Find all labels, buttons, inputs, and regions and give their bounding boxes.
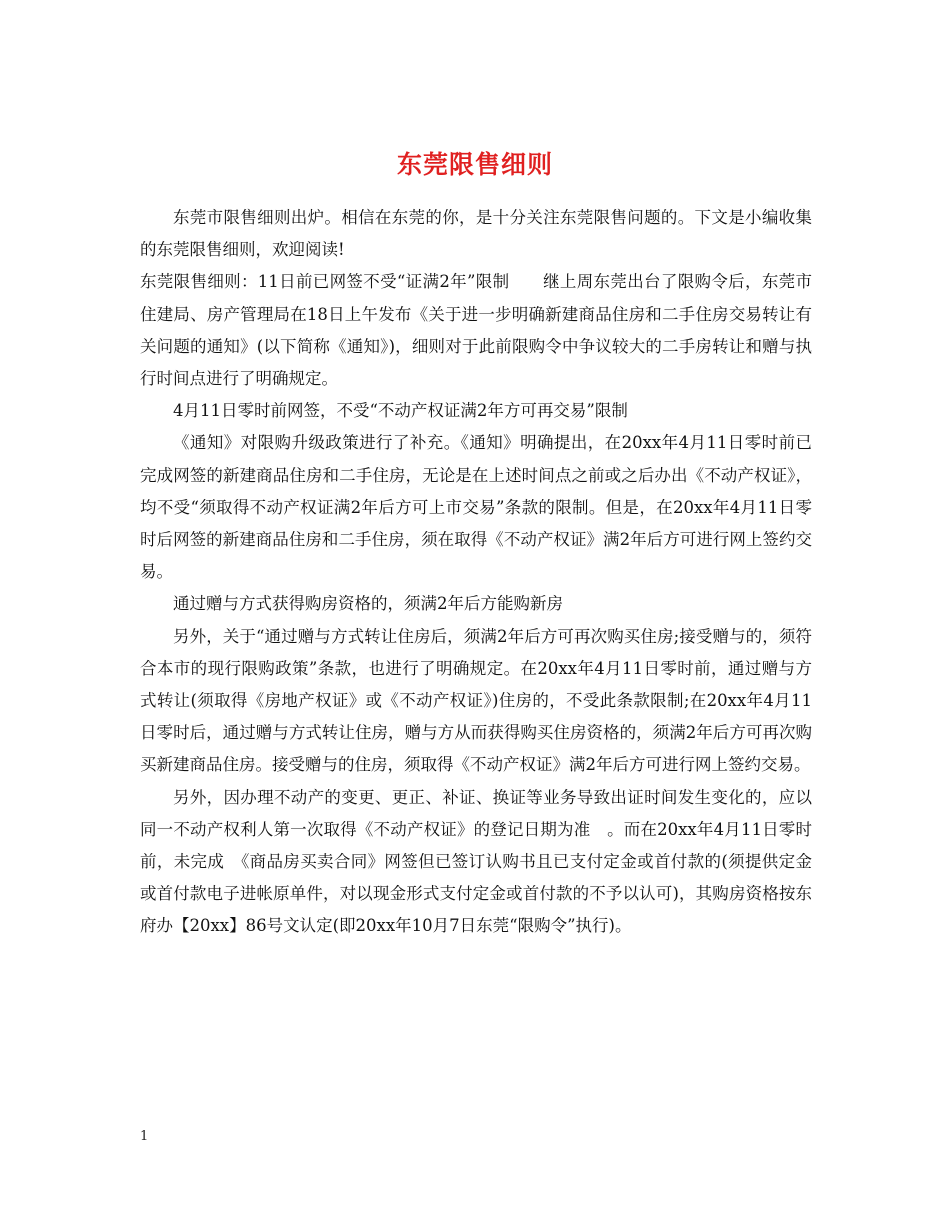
paragraph-intro: 东莞市限售细则出炉。相信在东莞的你，是十分关注东莞限售问题的。下文是小编收集的东莞限售细则，欢迎阅读! — [140, 208, 812, 260]
subheading-online-signing: 4月11日零时前网签，不受“不动产权证满2年方可再交易”限制 — [173, 401, 628, 421]
page-number: 1 — [140, 1129, 149, 1144]
paragraph-notice-supplement: 《通知》对限购升级政策进行了补充。《通知》明确提出，在20xx年4月11日零时前已完成网签的新建商品住房和二手住房，无论是在上述时间点之前或之后办出《不动产权证》，均不受“须取得不动产权证满2年后方可上市交易”条款的限制。但是，在20xx年4月11日零时后网签的新建商品住房和二手住房，须在取得《不动产权证》满2年后方可进行网上签约交易。 — [140, 433, 812, 582]
document-title: 东莞限售细则 — [396, 149, 553, 179]
document-body — [140, 202, 812, 943]
paragraph-registration-date: 另外，因办理不动产的变更、更正、补证、换证等业务导致出证时间发生变化的，应以同一不动产权利人第一次取得《不动产权证》的登记日期为准 。而在20xx年4月11日零时前，未完成 《商品房买卖合同》网签但已签订认购书且已支付定金或首付款的(须提供定金或首付款电子进帐原单件，对以现金形式支付定金或首付款的不予以认可)，其购房资格按东府办【20xx】86号文认定(即20xx年10月7日东莞“限购令”执行)。 — [140, 787, 812, 936]
paragraph-headline: 东莞限售细则：11日前已网签不受“证满2年”限制 继上周东莞出台了限购令后，东莞市住建局、房产管理局在18日上午发布《关于进一步明确新建商品住房和二手住房交易转让有关问题的通知》(以下简称《通知》)，细则对于此前限购令中争议较大的二手房转让和赠与执行时间点进行了明确规定。 — [140, 272, 812, 389]
paragraph-gift-transfer: 另外，关于“通过赠与方式转让住房后，须满2年后方可再次购买住房;接受赠与的，须符合本市的现行限购政策”条款，也进行了明确规定。在20xx年4月11日零时前，通过赠与方式转让(须取得《房地产权证》或《不动产权证》)住房的，不受此条款限制;在20xx年4月11日零时后，通过赠与方式转让住房，赠与方从而获得购买住房资格的，须满2年后方可再次购买新建商品住房。接受赠与的住房，须取得《不动产权证》满2年后方可进行网上签约交易。 — [140, 626, 812, 775]
subheading-gift-transfer: 通过赠与方式获得购房资格的，须满2年后方能购新房 — [173, 594, 563, 614]
